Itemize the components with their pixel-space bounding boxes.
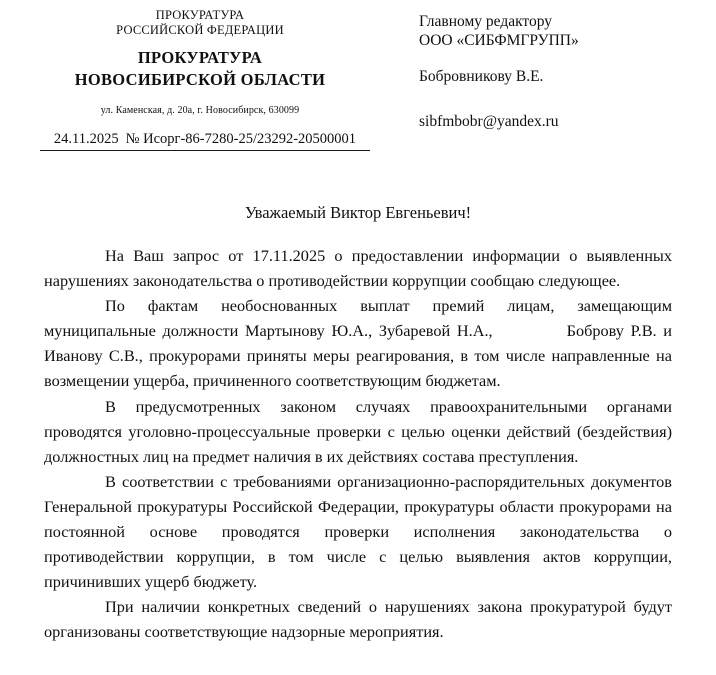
addressee-organization: ООО «СИБФМГРУПП» [419,32,579,49]
body-paragraph-3: В предусмотренных законом случаях правоохранительными органами проводятся уголовно-процессуальные проверки с целью оценки действий (бездействия) должностных лиц на предмет наличия в их действиях состава преступления. [44,396,672,466]
letterhead-block [20,8,380,117]
body-paragraph-2-part-1: По фактам необоснованных выплат премий лицам, замещающим муниципальные должности Мартынову Ю.А., Зубаревой Н.А., [44,296,672,341]
registration-line [40,130,370,151]
body-paragraph-2 [44,293,672,393]
salutation: Уважаемый Виктор Евгеньевич! [244,203,472,222]
letterhead-branch-line-2: НОВОСИБИРСКОЙ ОБЛАСТИ [74,70,326,89]
letterhead-address: ул. Каменская, д. 20а, г. Новосибирск, 630099 [100,105,300,116]
body-paragraph-4: В соответствии с требованиями организационно-распорядительных документов Генеральной прокуратуры Российской Федерации, прокуратуры области прокурорами на постоянной основе проводятся проверки исполнения законодательства о противодействии коррупции, в том числе с целью выявления актов коррупции, причинивших ущерб бюджету. [44,471,672,592]
letterhead-org-line-2: РОССИЙСКОЙ ФЕДЕРАЦИИ [116,23,284,37]
registration-number: № Исорг-86-7280-25/23292-20500001 [125,131,357,147]
letterhead-branch-line-1: ПРОКУРАТУРА [137,48,263,67]
addressee-block [419,12,709,131]
body-paragraph-5: При наличии конкретных сведений о нарушениях закона прокуратурой будут организованы соответствующие надзорные мероприятия. [44,597,672,642]
addressee-email: sibfmbobr@yandex.ru [419,113,559,130]
addressee-person: Бобровникову В.Е. [419,68,544,85]
letterhead-org-line-1: ПРОКУРАТУРА [155,8,245,22]
registration-date: 24.11.2025 [53,131,119,147]
body-paragraph-2-part-2: Боброву Р.В. и Иванову С.В., прокурорами приняты меры реагирования, в том числе направленные на возмещении ущерба, причиненного соответствующим бюджетам. [44,321,672,391]
body-paragraph-1: На Ваш запрос от 17.11.2025 о предоставлении информации о выявленных нарушениях законодательства о противодействии коррупции сообщаю следующее. [44,246,672,291]
addressee-title: Главному редактору [419,13,553,30]
letter-body [44,243,672,645]
